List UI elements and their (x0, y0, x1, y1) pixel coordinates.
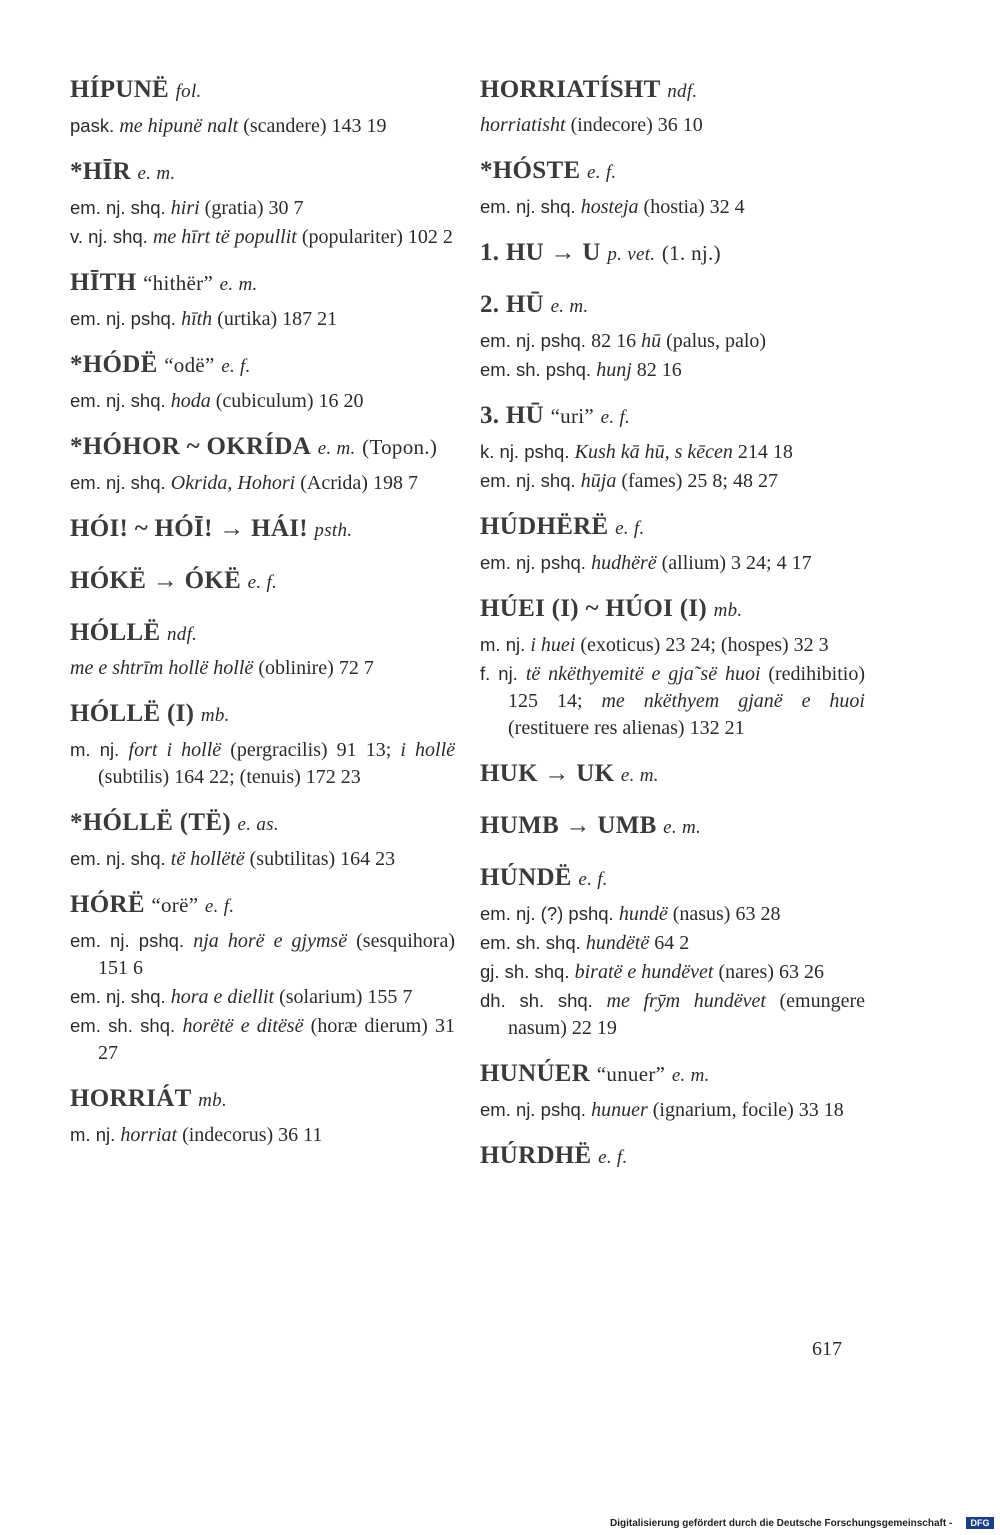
grammar-abbrev: m. nj. (480, 634, 531, 655)
grammar-label: e. f. (221, 356, 251, 377)
citation-line (70, 1121, 455, 1149)
citation-form: i hollë (400, 739, 455, 761)
citation-text: (exoticus) 23 24; (hospes) 32 3 (575, 634, 829, 656)
grammar-abbrev: em. nj. pshq. (480, 1099, 592, 1120)
dictionary-entry (70, 563, 455, 601)
grammar-abbrev: m. nj. (70, 739, 129, 760)
grammar-abbrev: em. nj. shq. (480, 196, 581, 217)
citation-form: hū (641, 330, 662, 352)
citation-line (480, 467, 865, 495)
citation-form: me e shtrīm hollë hollë (70, 657, 254, 679)
dictionary-entry (480, 756, 865, 794)
entry-headline (70, 887, 455, 925)
citation-line (70, 469, 455, 497)
grammar-label: e. f. (600, 407, 631, 428)
grammar-abbrev: em. nj. shq. (70, 986, 171, 1007)
grammar-abbrev: em. nj. shq. (70, 390, 171, 411)
citation-line (480, 660, 865, 742)
citation-text: (cubiculum) 16 20 (210, 390, 364, 412)
entry-headline (480, 509, 865, 547)
dictionary-entry (70, 347, 455, 415)
entry-headline (70, 265, 455, 303)
grammar-label: ndf. (667, 81, 698, 102)
citation-line (480, 958, 865, 986)
dictionary-entry (480, 509, 865, 577)
grammar-abbrev: f. nj. (480, 663, 526, 684)
entry-headline (70, 429, 455, 467)
headword: HÓRË (70, 891, 145, 918)
entry-headline (70, 805, 455, 843)
entry-headline (70, 347, 455, 385)
dictionary-entry (480, 1056, 865, 1124)
headword: HUNÚER (480, 1060, 591, 1087)
citation-text: (emungere nasum) 22 19 (508, 990, 865, 1039)
headword: HÓI! ~ HÓĪ! → HÁI! (70, 515, 308, 542)
dictionary-entry (70, 1081, 455, 1149)
grammar-label: e. m. (663, 817, 702, 838)
headword-gloss: “unuer” (596, 1062, 666, 1086)
grammar-abbrev: dh. sh. shq. (480, 990, 607, 1011)
grammar-abbrev: em. nj. pshq. (70, 308, 182, 329)
grammar-label: e. f. (615, 518, 645, 539)
citation-form: me nkëthyem gjanë e huoi (601, 690, 865, 712)
citation-form: fort i hollë (128, 739, 222, 761)
citation-text: (indecore) 36 10 (565, 114, 703, 136)
citation-form: hoda (170, 390, 211, 412)
dictionary-entry (70, 615, 455, 682)
headword-qualifier: (Topon.) (362, 435, 438, 459)
headword: HÍPUNË (70, 76, 170, 103)
citation-text: (subtilis) 164 22; (tenuis) 172 23 (98, 766, 361, 788)
citation-line (480, 193, 865, 221)
citation-text: (populariter) 102 2 (296, 226, 453, 248)
grammar-abbrev: em. nj. (?) pshq. (480, 903, 619, 924)
citation-text: (solarium) 155 7 (274, 986, 413, 1008)
grammar-label: fol. (175, 81, 202, 102)
citation-form: biratë e hundëvet (574, 961, 714, 983)
grammar-abbrev: v. nj. shq. (70, 226, 153, 247)
citation-form: me hīrt të popullit (152, 226, 297, 248)
citation-text: (scandere) 143 19 (238, 115, 387, 137)
entry-headline (480, 235, 865, 273)
headword: HUK → UK (480, 760, 615, 787)
citation-form: me hipunë nalt (119, 115, 239, 137)
citation-line (70, 223, 455, 251)
page-number: 617 (812, 1338, 842, 1360)
grammar-abbrev: em. nj. shq. (70, 848, 171, 869)
citation-text: (subtilitas) 164 23 (244, 848, 396, 870)
grammar-label: e. f. (598, 1147, 628, 1168)
grammar-abbrev: em. nj. shq. (70, 472, 171, 493)
dictionary-entry (70, 805, 455, 873)
citation-form: hiri (170, 197, 200, 219)
citation-form: hūja (580, 470, 617, 492)
grammar-abbrev: em. nj. shq. (70, 197, 171, 218)
citation-text: (nasus) 63 28 (667, 903, 781, 925)
grammar-abbrev: m. nj. (70, 1124, 121, 1145)
citation-form: hundë (618, 903, 668, 925)
citation-line (480, 987, 865, 1042)
entry-headline (480, 591, 865, 629)
citation-line (480, 327, 865, 355)
entry-headline (480, 287, 865, 325)
headword-qualifier: (1. nj.) (661, 241, 721, 265)
grammar-label: e. f. (578, 869, 608, 890)
dictionary-entry (480, 72, 865, 139)
grammar-label: p. vet. (607, 244, 656, 265)
dictionary-entry (480, 808, 865, 846)
citation-line (70, 655, 455, 682)
headword: 1. HU → U (480, 239, 601, 266)
citation-line (70, 112, 455, 140)
dictionary-entry (70, 265, 455, 333)
entry-headline (480, 398, 865, 436)
citation-line (480, 438, 865, 466)
grammar-label: psth. (314, 520, 353, 541)
grammar-label: mb. (198, 1090, 227, 1111)
citation-line (480, 929, 865, 957)
grammar-label: e. as. (237, 814, 279, 835)
citation-form: hosteja (580, 196, 639, 218)
citation-form: hundëtë (585, 932, 650, 954)
entry-headline (70, 72, 455, 110)
dictionary-entry (70, 696, 455, 791)
citation-form: hunj (596, 359, 632, 381)
grammar-abbrev: em. nj. pshq. (480, 552, 592, 573)
citation-form: horëtë e ditësë (182, 1015, 304, 1037)
headword: HUMB → UMB (480, 812, 657, 839)
citation-text: (allium) 3 24; 4 17 (656, 552, 812, 574)
grammar-label: mb. (200, 705, 230, 726)
grammar-abbrev: em. sh. pshq. (480, 359, 597, 380)
dictionary-entry (70, 887, 455, 1067)
citation-text: (hostia) 32 4 (638, 196, 745, 218)
citation-form: Okrida, Hohori (170, 472, 296, 494)
entry-headline (70, 615, 455, 653)
citation-text: (gratia) 30 7 (199, 197, 304, 219)
grammar-abbrev: pask. (70, 115, 120, 136)
citation-line (480, 900, 865, 928)
citation-form: me frȳm hundëvet (606, 990, 766, 1012)
left-column (70, 72, 455, 1163)
headword: HÚDHËRË (480, 513, 609, 540)
dfg-logo: DFG (966, 1517, 994, 1529)
grammar-label: e. m. (620, 765, 659, 786)
entry-headline (70, 511, 455, 549)
citation-line (70, 983, 455, 1011)
citation-form: i huei (530, 634, 576, 656)
citation-line (70, 927, 455, 982)
dictionary-entry (70, 154, 455, 251)
grammar-label: e. f. (204, 896, 235, 917)
grammar-abbrev: em. nj. shq. (480, 470, 581, 491)
citation-line (70, 305, 455, 333)
entry-headline (480, 72, 865, 110)
grammar-label: e. f. (587, 162, 617, 183)
citation-line (480, 1096, 865, 1124)
citation-text: 64 2 (649, 932, 690, 954)
citation-text: (redihibitio) 125 14; (508, 663, 865, 712)
citation-line (70, 387, 455, 415)
citation-text: (ignarium, focile) 33 18 (647, 1099, 844, 1121)
headword: HÚNDË (480, 864, 572, 891)
citation-line (70, 845, 455, 873)
headword-gloss: “uri” (550, 404, 595, 428)
dictionary-entry (70, 511, 455, 549)
entry-headline (70, 154, 455, 192)
headword-gloss: “hithër” (143, 271, 214, 295)
citation-form: të hollëtë (170, 848, 245, 870)
citation-line (70, 194, 455, 222)
headword: HÓKË → ÓKË (70, 567, 242, 594)
citation-line (480, 631, 865, 659)
headword: *HÓDË (70, 351, 158, 378)
headword: *HĪR (70, 158, 131, 185)
grammar-abbrev: em. nj. pshq. (70, 930, 194, 951)
citation-form: hudhërë (591, 552, 657, 574)
grammar-abbrev: gj. sh. shq. (480, 961, 575, 982)
grammar-label: e. m. (317, 438, 356, 459)
citation-form: horriatisht (480, 114, 566, 136)
citation-text: 82 16 (591, 330, 642, 352)
citation-text: 82 16 (631, 359, 682, 381)
dictionary-entry (70, 72, 455, 140)
citation-text: (palus, palo) (661, 330, 767, 352)
citation-text: (fames) 25 8; 48 27 (616, 470, 778, 492)
grammar-abbrev: em. nj. pshq. (480, 330, 592, 351)
dictionary-entry (70, 429, 455, 497)
entry-headline (70, 1081, 455, 1119)
dictionary-entry (480, 1138, 865, 1176)
citation-text: (pergracilis) 91 13; (221, 739, 401, 761)
citation-form: hīth (181, 308, 213, 330)
citation-text: (restituere res alienas) 132 21 (508, 717, 745, 739)
entry-headline (480, 808, 865, 846)
entry-headline (70, 563, 455, 601)
citation-form: horriat (120, 1124, 178, 1146)
headword: 2. HŪ (480, 291, 544, 318)
headword-gloss: “odë” (164, 353, 215, 377)
dictionary-entry (480, 235, 865, 273)
entry-headline (70, 696, 455, 734)
grammar-label: e. m. (550, 296, 589, 317)
citation-text: (urtika) 187 21 (212, 308, 338, 330)
entry-headline (480, 1056, 865, 1094)
headword: HÚRDHË (480, 1142, 592, 1169)
grammar-label: e. m. (137, 163, 176, 184)
headword: *HÓSTE (480, 157, 581, 184)
citation-form: nja horë e gjymsë (193, 930, 348, 952)
dictionary-entry (480, 591, 865, 742)
dictionary-entry (480, 398, 865, 495)
headword: HORRIÁT (70, 1085, 192, 1112)
dictionary-entry (480, 287, 865, 384)
citation-text: (horæ dierum) 31 27 (98, 1015, 455, 1064)
grammar-abbrev: em. sh. shq. (480, 932, 586, 953)
headword: HORRIATÍSHT (480, 76, 661, 103)
dictionary-entry (480, 153, 865, 221)
entry-headline (480, 1138, 865, 1176)
dictionary-entry (480, 860, 865, 1042)
grammar-label: e. m. (219, 274, 258, 295)
grammar-abbrev: k. nj. pshq. (480, 441, 575, 462)
citation-text: (sesquihora) 151 6 (98, 930, 455, 979)
grammar-label: e. f. (247, 572, 278, 593)
citation-text: (oblinire) 72 7 (253, 657, 374, 679)
grammar-label: e. m. (671, 1065, 710, 1086)
citation-line (480, 112, 865, 139)
citation-text: (indecorus) 36 11 (177, 1124, 323, 1146)
citation-text: (nares) 63 26 (713, 961, 824, 983)
citation-form: Kush kā hū, s kēcen (574, 441, 733, 463)
headword: HÓLLË (I) (70, 700, 195, 727)
headword: *HÓLLË (TË) (70, 809, 231, 836)
citation-text: 214 18 (732, 441, 793, 463)
grammar-abbrev: em. sh. shq. (70, 1015, 183, 1036)
citation-form: hunuer (591, 1099, 648, 1121)
headword: HĪTH (70, 269, 137, 296)
footer-credit: Digitalisierung gefördert durch die Deutsche Forschungsgemeinschaft - (610, 1518, 953, 1529)
headword: HÓLLË (70, 619, 161, 646)
headword-gloss: “orë” (151, 893, 199, 917)
right-column (480, 72, 865, 1190)
headword: 3. HŪ (480, 402, 544, 429)
headword: HÚEI (I) ~ HÚOI (I) (480, 595, 708, 622)
grammar-label: ndf. (166, 624, 198, 645)
citation-form: hora e diellit (170, 986, 275, 1008)
citation-form: të nkëthyemitë e gja˜së huoi (525, 663, 761, 685)
citation-line (70, 1012, 455, 1067)
headword: *HÓHOR ~ OKRÍDA (70, 433, 312, 460)
entry-headline (480, 756, 865, 794)
citation-line (480, 356, 865, 384)
entry-headline (480, 153, 865, 191)
citation-line (480, 549, 865, 577)
citation-text: (Acrida) 198 7 (295, 472, 418, 494)
grammar-label: mb. (713, 600, 743, 621)
entry-headline (480, 860, 865, 898)
citation-line (70, 736, 455, 791)
